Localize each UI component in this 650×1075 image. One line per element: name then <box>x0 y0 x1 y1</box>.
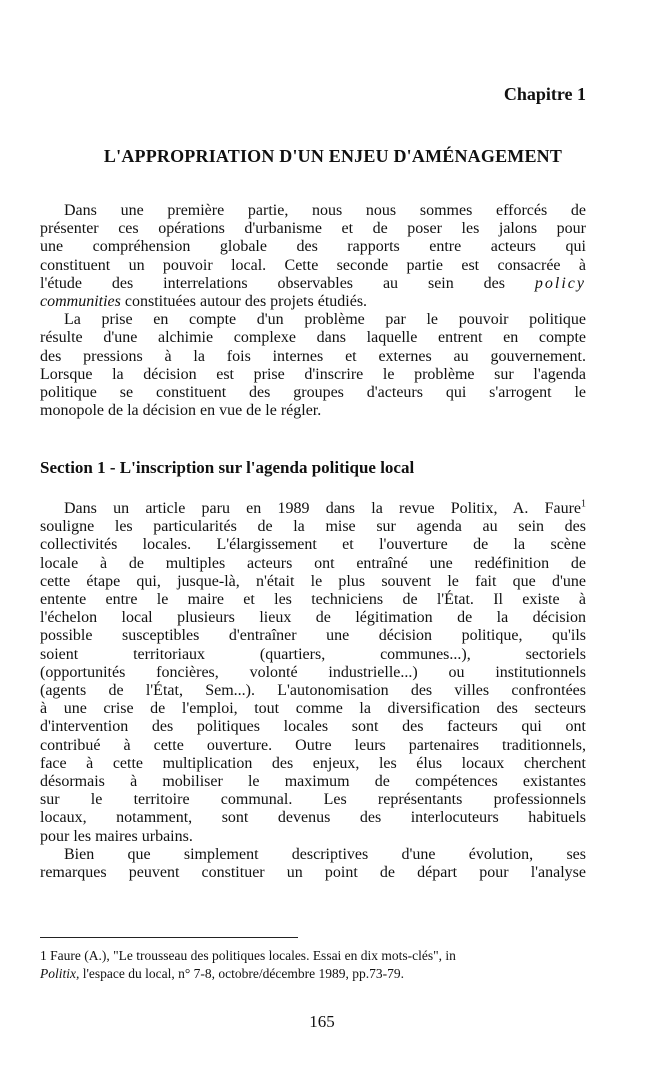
page-number: 165 <box>309 1012 335 1031</box>
text-line: des pressions à la fois internes et externes au gouvernement. <box>40 347 586 365</box>
text-fragment: l'étude des interrelations observables au sein des <box>40 274 505 292</box>
footnote-number: 1 <box>40 948 47 963</box>
text-line-with-note <box>40 500 586 518</box>
text-line: désormais à mobiliser le maximum de compétences existantes <box>40 773 586 791</box>
text-line: Dans une première partie, nous nous sommes efforcés de <box>64 202 586 219</box>
chapter-title: L'APPROPRIATION D'UN ENJEU D'AMÉNAGEMENT <box>103 146 563 166</box>
text-line: politique se constituent des groupes d'acteurs qui s'arrogent le <box>40 384 586 402</box>
footnote-reference: 1 <box>581 498 586 510</box>
footnote-journal: Politix, <box>40 966 80 981</box>
text-line: présenter ces opérations d'urbanisme et de poser les jalons pour <box>40 220 586 238</box>
text-line: (agents de l'État, Sem...). L'autonomisation des villes confrontées <box>40 682 586 700</box>
text-line: locaux, notamment, sont devenus des interlocuteurs habituels <box>40 809 586 827</box>
text-line: collectivités locales. L'élargissement et l'ouverture de la scène <box>40 536 586 554</box>
text-fragment: Dans un article paru en 1989 dans la revue Politix, A. Faure <box>64 500 581 517</box>
section-paragraphs <box>40 500 586 882</box>
text-line: l'échelon local plusieurs lieux de légitimation de la décision <box>40 609 586 627</box>
text-line: souligne les particularités de la mise sur agenda au sein des <box>40 518 586 536</box>
text-line: Bien que simplement descriptives d'une évolution, ses <box>64 845 586 863</box>
text-line: Lorsque la décision est prise d'inscrire le problème sur l'agenda <box>40 365 586 383</box>
text-line: locale à de multiples acteurs ont entraîné une redéfinition de <box>40 554 586 572</box>
italic-term: communities <box>40 293 121 311</box>
text-line: possible susceptibles d'entraîner une décision politique, qu'ils <box>40 627 586 645</box>
text-line: monopole de la décision en vue de le régler. <box>40 402 322 420</box>
text-line: constituent un pouvoir local. Cette seconde partie est consacrée à <box>40 256 586 274</box>
footnote-text: l'espace du local, n° 7-8, octobre/décembre 1989, pp.73-79. <box>82 966 404 981</box>
text-line: pour les maires urbains. <box>40 827 193 845</box>
footnote-divider <box>40 937 298 938</box>
text-line: soient territoriaux (quartiers, communes...), sectoriels <box>40 645 586 663</box>
text-line: (opportunités foncières, volonté industrielle...) ou institutionnels <box>40 663 586 681</box>
text-line: entente entre le maire et les techniciens de l'État. Il existe à <box>40 591 586 609</box>
text-line: cette étape qui, jusque-là, n'était le plus souvent le fait que d'une <box>40 572 586 590</box>
text-line: sur le territoire communal. Les représentants professionnels <box>40 791 586 809</box>
text-fragment: constituées autour des projets étudiés. <box>124 293 368 311</box>
text-line: à une crise de l'emploi, tout comme la diversification des secteurs <box>40 700 586 718</box>
text-line: contribué à cette ouverture. Outre leurs partenaires traditionnels, <box>40 736 586 754</box>
text-line: résulte d'une alchimie complexe dans laquelle entrent en compte <box>40 329 586 347</box>
text-line-with-term <box>40 293 586 311</box>
text-line: une compréhension globale des rapports entre acteurs qui <box>40 238 586 256</box>
footnote-text: Faure (A.), "Le trousseau des politiques locales. Essai en dix mots-clés", in <box>50 948 456 963</box>
book-page <box>40 0 586 1075</box>
text-line: d'intervention des politiques locales sont des facteurs qui ont <box>40 718 586 736</box>
chapter-label: Chapitre 1 <box>503 84 586 104</box>
italic-term: policy <box>534 274 586 292</box>
text-line: remarques peuvent constituer un point de départ pour l'analyse <box>40 864 586 882</box>
text-line-with-term <box>40 275 586 293</box>
footnote <box>40 947 586 983</box>
text-line: La prise en compte d'un problème par le pouvoir politique <box>64 311 586 329</box>
text-line: face à cette multiplication des enjeux, les élus locaux cherchent <box>40 754 586 772</box>
intro-paragraphs <box>40 202 586 420</box>
section-heading: Section 1 - L'inscription sur l'agenda politique local <box>40 458 415 477</box>
